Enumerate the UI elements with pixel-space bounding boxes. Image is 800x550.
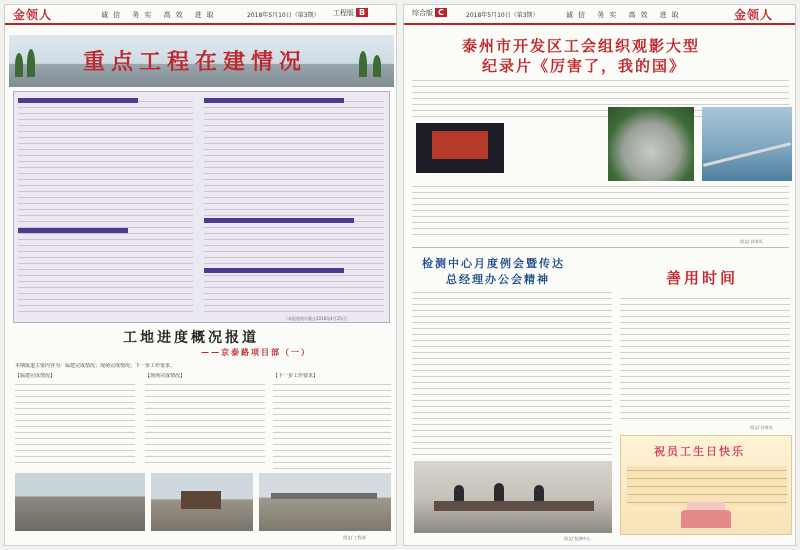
meeting-photo-credit: 图文/ 检测中心 xyxy=(564,536,591,541)
left-page xyxy=(4,4,397,546)
site-photo-3 xyxy=(259,473,391,531)
site-photo-caption: 图文/ 工程部 xyxy=(343,535,366,540)
time-column-title: 善用时间 xyxy=(666,269,739,287)
progress-report-intro: 本期报道主要内容为：临建完成情况；现场完成情况；下一步工作要求。 xyxy=(15,363,176,369)
site-photo-1 xyxy=(15,473,145,531)
left-section-label: 工程版 xyxy=(333,9,354,17)
story-col-3-text xyxy=(273,381,391,469)
bridge-photo xyxy=(702,107,792,181)
status-col-left xyxy=(18,98,193,312)
meeting-article-text xyxy=(412,289,612,457)
status-box-note: （本报道统计截止2018年4月25日） xyxy=(284,316,350,321)
site-photo-2 xyxy=(151,473,253,531)
right-logo: 金领人 xyxy=(734,8,774,22)
right-issue-date: 2018年5月10日（第3期） xyxy=(466,12,539,19)
left-logo: 金领人 xyxy=(13,8,53,22)
right-section-tag xyxy=(412,8,447,18)
left-header xyxy=(5,5,396,25)
cinema-photo xyxy=(416,123,504,173)
time-column-text xyxy=(620,295,790,421)
project-status-box xyxy=(13,91,390,323)
right-section-label: 综合版 xyxy=(412,9,433,17)
birthday-title: 祝员工生日快乐 xyxy=(654,445,745,458)
right-header xyxy=(404,5,795,25)
film-article-title-line1: 泰州市开发区工会组织观影大型 xyxy=(462,37,701,55)
right-page xyxy=(403,4,796,546)
telescope-photo xyxy=(608,107,694,181)
progress-report-title: 工地进度概况报道 xyxy=(123,330,259,346)
story-col-1-text xyxy=(15,381,135,463)
col-head-temp-works: 【临建完成情况】 xyxy=(15,373,56,379)
meeting-title-line2: 总经理办公会精神 xyxy=(446,273,550,286)
story-col-2-text xyxy=(145,381,265,463)
film-article-text-bottom xyxy=(412,183,789,237)
col-head-next-steps: 【下一步工作要求】 xyxy=(273,373,319,379)
meeting-title-line1: 检测中心月度例会暨传达 xyxy=(422,257,565,270)
banner-title: 重点工程在建情况 xyxy=(83,49,308,75)
col-head-site-progress: 【现场完成情况】 xyxy=(145,373,186,379)
film-article-title-line2: 纪录片《厉害了，我的国》 xyxy=(482,57,687,75)
time-column-credit: 图文/ 孙秀凤 xyxy=(750,425,773,430)
section-divider xyxy=(412,247,789,248)
left-issue-date: 2018年5月10日（第3期） xyxy=(247,12,320,19)
film-photo-credit: 图文/ 孙秀凤 xyxy=(740,239,763,244)
meeting-photo xyxy=(414,461,612,533)
left-section-letter: B xyxy=(356,8,368,17)
right-section-letter: C xyxy=(435,8,447,17)
status-col-right xyxy=(204,98,384,312)
progress-report-subtitle: ——京泰路项目部（一） xyxy=(201,347,311,357)
left-motto: 诚信 务实 高效 进取 xyxy=(101,11,219,19)
left-section-tag xyxy=(333,8,368,18)
right-motto: 诚信 务实 高效 进取 xyxy=(566,11,684,19)
